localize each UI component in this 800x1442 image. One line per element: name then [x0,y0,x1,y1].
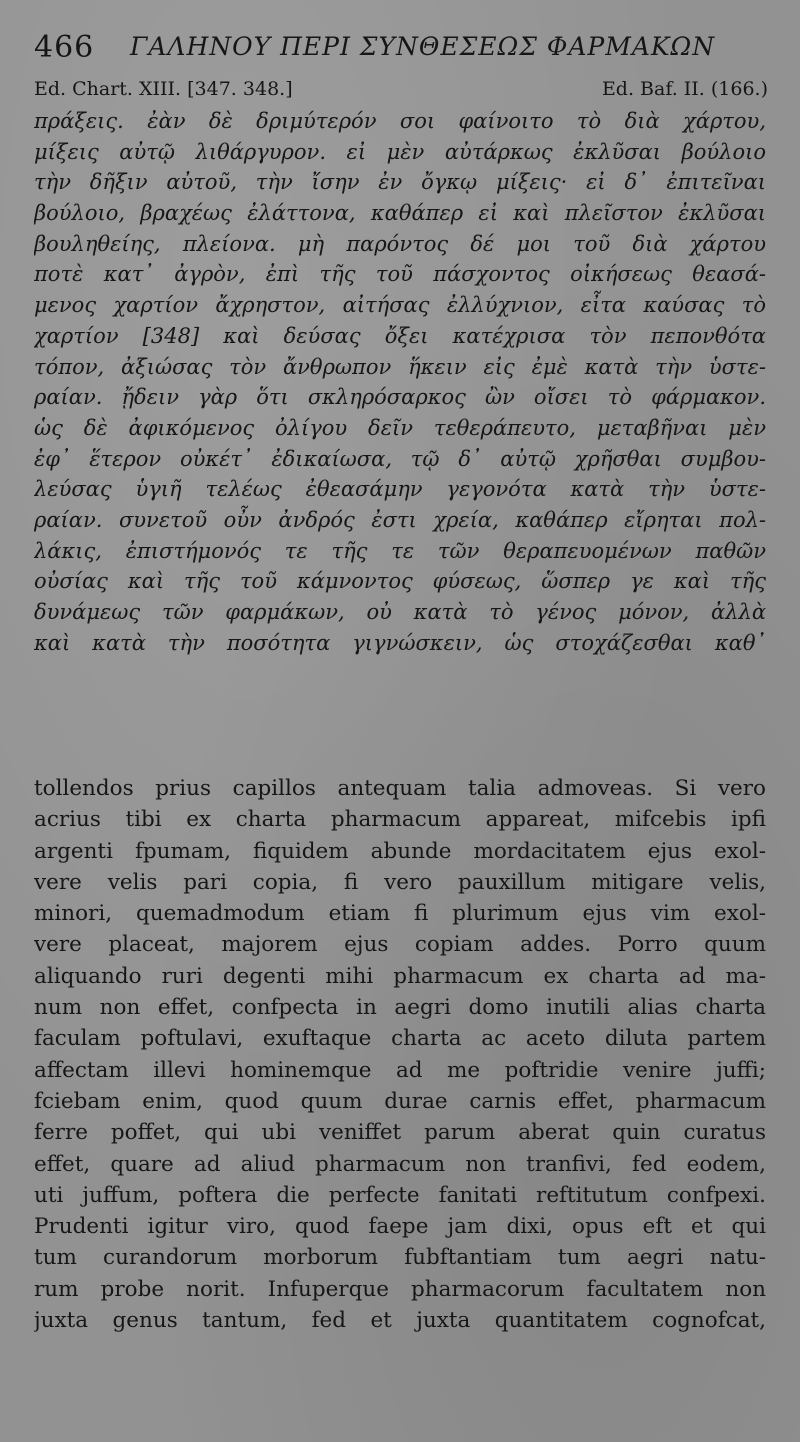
latin-line: vere velis pari copia, fi vero pauxillum mitigare velis, [34,869,766,895]
page-title: ΓΑΛΗΝΟΥ ΠΕΡΙ ΣΥΝΘΕΣΕΩΣ ΦΑΡΜΑΚΩΝ [130,32,716,61]
edition-chart-reference: Ed. Chart. XIII. [347. 348.] [34,78,293,100]
greek-line: ραίαν. συνετοῦ οὖν ἀνδρός ἐστι χρεία, καθάπερ εἴρηται πολ- [34,507,766,532]
latin-text-block [34,773,766,1336]
greek-text-block [34,106,766,658]
greek-line: ὡς δὲ ἀφικόμενος ὀλίγου δεῖν τεθεράπευτο, μεταβῆναι μὲν [34,415,766,440]
latin-line: tum curandorum morborum fubftantiam tum aegri natu- [34,1245,766,1271]
greek-line: μενος χαρτίον ἄχρηστον, αἰτήσας ἐλλύχνιον, εἶτα καύσας τὸ [34,293,766,318]
greek-line: πράξεις. ἐὰν δὲ δριμύτερόν σοι φαίνοιτο τὸ διὰ χάρτου, [34,109,766,133]
greek-line: λεύσας ὑγιῆ τελέως ἐθεασάμην γεγονότα κατὰ τὴν ὑστε- [34,477,766,502]
latin-line: acrius tibi ex charta pharmacum appareat, mifcebis ipfi [34,807,766,833]
latin-line: num non effet, confpecta in aegri domo inutili alias charta [34,995,766,1021]
greek-line: βουληθείης, πλείονα. μὴ παρόντος δέ μοι τοῦ διὰ χάρτου [34,231,766,256]
greek-line: ραίαν. ᾔδειν γὰρ ὅτι σκληρόσαρκος ὢν οἴσει τὸ φάρμακον. [34,385,766,410]
edition-basel-reference: Ed. Baf. II. (166.) [601,78,768,100]
latin-line: effet, quare ad aliud pharmacum non tranfivi, fed eodem, [34,1151,766,1177]
latin-line: rum probe norit. Infuperque pharmacorum facultatem non [34,1276,766,1302]
page-number: 466 [34,30,95,65]
latin-line: aliquando ruri degenti mihi pharmacum ex charta ad ma- [34,963,766,989]
greek-line: καὶ κατὰ τὴν ποσότητα γιγνώσκειν, ὡς στοχάζεσθαι καθ᾽ [34,630,766,655]
latin-line: juxta genus tantum, fed et juxta quantitatem cognofcat, [34,1308,766,1334]
latin-line: affectam illevi hominemque ad me poftridie venire juffi; [34,1057,766,1083]
latin-line: vere placeat, majorem ejus copiam addes. Porro quum [34,932,766,958]
greek-line: μίξεις αὐτῷ λιθάργυρον. εἰ μὲν αὐτάρκως ἐκλῦσαι βούλοιο [34,139,766,164]
greek-line: τόπον, ἀξιώσας τὸν ἄνθρωπον ἥκειν εἰς ἐμὲ κατὰ τὴν ὑστε- [34,354,766,379]
greek-line: δυνάμεως τῶν φαρμάκων, οὐ κατὰ τὸ γένος μόνον, ἀλλὰ [34,600,766,624]
latin-line: uti juffum, poftera die perfecte fanitati reftitutum confpexi. [34,1182,766,1208]
greek-line: τὴν δῆξιν αὐτοῦ, τὴν ἴσην ἐν ὄγκῳ μίξεις· εἰ δ᾽ ἐπιτεῖναι [34,170,766,195]
greek-line: οὐσίας καὶ τῆς τοῦ κάμνοντος φύσεως, ὥσπερ γε καὶ τῆς [34,569,766,594]
running-head [30,30,770,66]
greek-line: ἐφ᾽ ἕτερον οὐκέτ᾽ ἐδικαίωσα, τῷ δ᾽ αὐτῷ χρῆσθαι συμβου- [34,446,766,471]
latin-line: tollendos prius capillos antequam talia admoveas. Si vero [34,776,766,801]
greek-line: χαρτίον [348] καὶ δεύσας ὄξει κατέχρισα τὸν πεπονθότα [34,323,766,348]
latin-line: Prudenti igitur viro, quod faepe jam dixi, opus eft et qui [34,1214,766,1240]
greek-line: ποτὲ κατ᾽ ἀγρὸν, ἐπὶ τῆς τοῦ πάσχοντος οἰκήσεως θεασά- [34,262,766,287]
latin-line: ferre poffet, qui ubi veniffet parum aberat quin curatus [34,1120,766,1146]
greek-line: λάκις, ἐπιστήμονός τε τῆς τε τῶν θεραπευομένων παθῶν [34,538,766,563]
latin-line: fciebam enim, quod quum durae carnis effet, pharmacum [34,1088,766,1114]
greek-line: βούλοιο, βραχέως ἐλάττονα, καθάπερ εἰ καὶ πλεῖστον ἐκλῦσαι [34,201,766,226]
latin-line: argenti fpumam, fiquidem abunde mordacitatem ejus exol- [34,838,766,864]
latin-line: faculam poftulavi, exuftaque charta ac aceto diluta partem [34,1026,766,1052]
edition-reference-line [34,78,768,104]
latin-line: minori, quemadmodum etiam fi plurimum ejus vim exol- [34,901,766,927]
